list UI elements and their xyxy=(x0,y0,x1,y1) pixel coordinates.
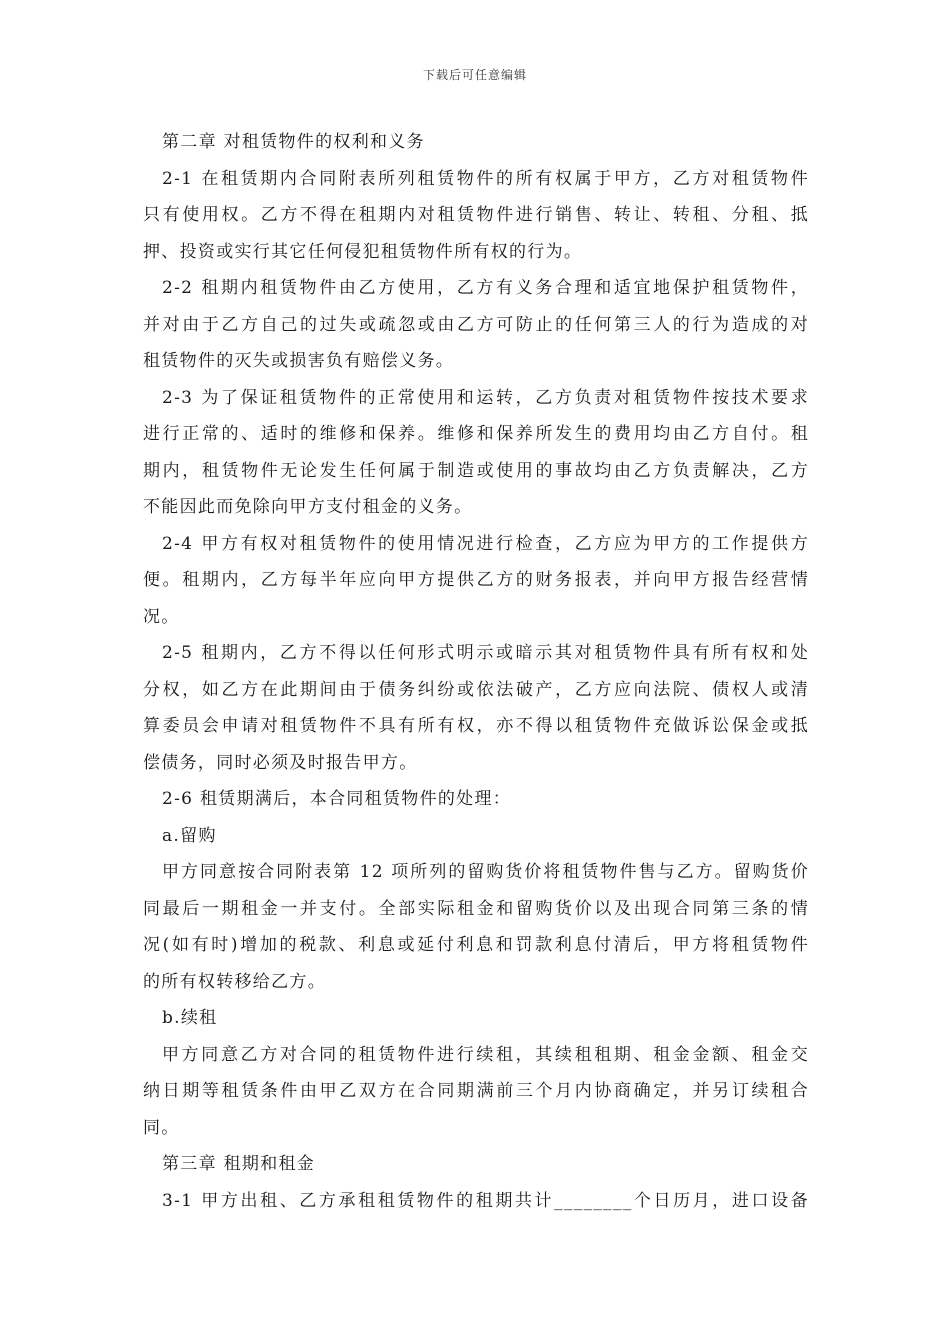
text-line: 进行正常的、适时的维修和保养。维修和保养所发生的费用均由乙方自付。租 xyxy=(143,424,809,444)
text-line: 偿债务，同时必须及时报告甲方。 xyxy=(143,752,418,773)
document-body xyxy=(143,124,809,1219)
text-line: 只有使用权。乙方不得在租期内对租赁物件进行销售、转让、转租、分租、抵 xyxy=(143,205,809,225)
text-line: 2-3 为了保证租赁物件的正常使用和运转，乙方负责对租赁物件按技术要求 xyxy=(162,387,809,408)
text-line: a.留购 xyxy=(162,825,217,846)
text-line: 第三章 租期和租金 xyxy=(162,1154,316,1174)
text-line: 3-1 甲方出租、乙方承租租赁物件的租期共计________个日历月，进口设备 xyxy=(162,1190,809,1211)
page-header: 下载后可任意编辑 xyxy=(422,68,527,82)
text-line: 押、投资或实行其它任何侵犯租赁物件所有权的行为。 xyxy=(143,241,583,262)
text-line: 分权，如乙方在此期间由于债务纠纷或依法破产，乙方应向法院、债权人或清 xyxy=(143,679,809,700)
text-line: 第二章 对租赁物件的权利和义务 xyxy=(162,132,425,152)
text-line: 2-6 租赁期满后，本合同租赁物件的处理： xyxy=(162,789,512,809)
text-line: 甲方同意乙方对合同的租赁物件进行续租，其续租租期、租金金额、租金交 xyxy=(162,1044,809,1065)
text-line: 2-5 租期内，乙方不得以任何形式明示或暗示其对租赁物件具有所有权和处 xyxy=(162,643,809,663)
text-line: 租赁物件的灭失或损害负有赔偿义务。 xyxy=(143,351,455,371)
text-line: 况(如有时)增加的税款、利息或延付利息和罚款利息付清后，甲方将租赁物件 xyxy=(143,935,809,955)
text-line: 算委员会申请对租赁物件不具有所有权，亦不得以租赁物件充做诉讼保金或抵 xyxy=(143,716,809,736)
text-line: 况。 xyxy=(143,606,180,627)
text-line: 的所有权转移给乙方。 xyxy=(143,971,326,992)
text-line: 同最后一期租金一并支付。全部实际租金和留购货价以及出现合同第三条的情 xyxy=(143,898,809,919)
text-line: 便。租期内，乙方每半年应向甲方提供乙方的财务报表，并向甲方报告经营情 xyxy=(143,570,809,590)
text-line: 甲方同意按合同附表第 12 项所列的留购货价将租赁物件售与乙方。留购货价 xyxy=(162,862,809,882)
text-line: 2-2 租期内租赁物件由乙方使用，乙方有义务合理和适宜地保护租赁物件， xyxy=(162,278,809,298)
text-line: 并对由于乙方自己的过失或疏忽或由乙方可防止的任何第三人的行为造成的对 xyxy=(143,314,809,335)
text-line: 不能因此而免除向甲方支付租金的义务。 xyxy=(143,497,473,517)
text-line: 2-4 甲方有权对租赁物件的使用情况进行检查，乙方应为甲方的工作提供方 xyxy=(162,533,809,554)
text-line: b.续租 xyxy=(162,1008,218,1028)
text-line: 同。 xyxy=(143,1117,180,1138)
text-line: 2-1 在租赁期内合同附表所列租赁物件的所有权属于甲方，乙方对租赁物件 xyxy=(162,168,809,189)
text-line: 期内，租赁物件无论发生任何属于制造或使用的事故均由乙方负责解决，乙方 xyxy=(143,460,809,481)
text-line: 纳日期等租赁条件由甲乙双方在合同期满前三个月内协商确定，并另订续租合 xyxy=(143,1081,809,1101)
